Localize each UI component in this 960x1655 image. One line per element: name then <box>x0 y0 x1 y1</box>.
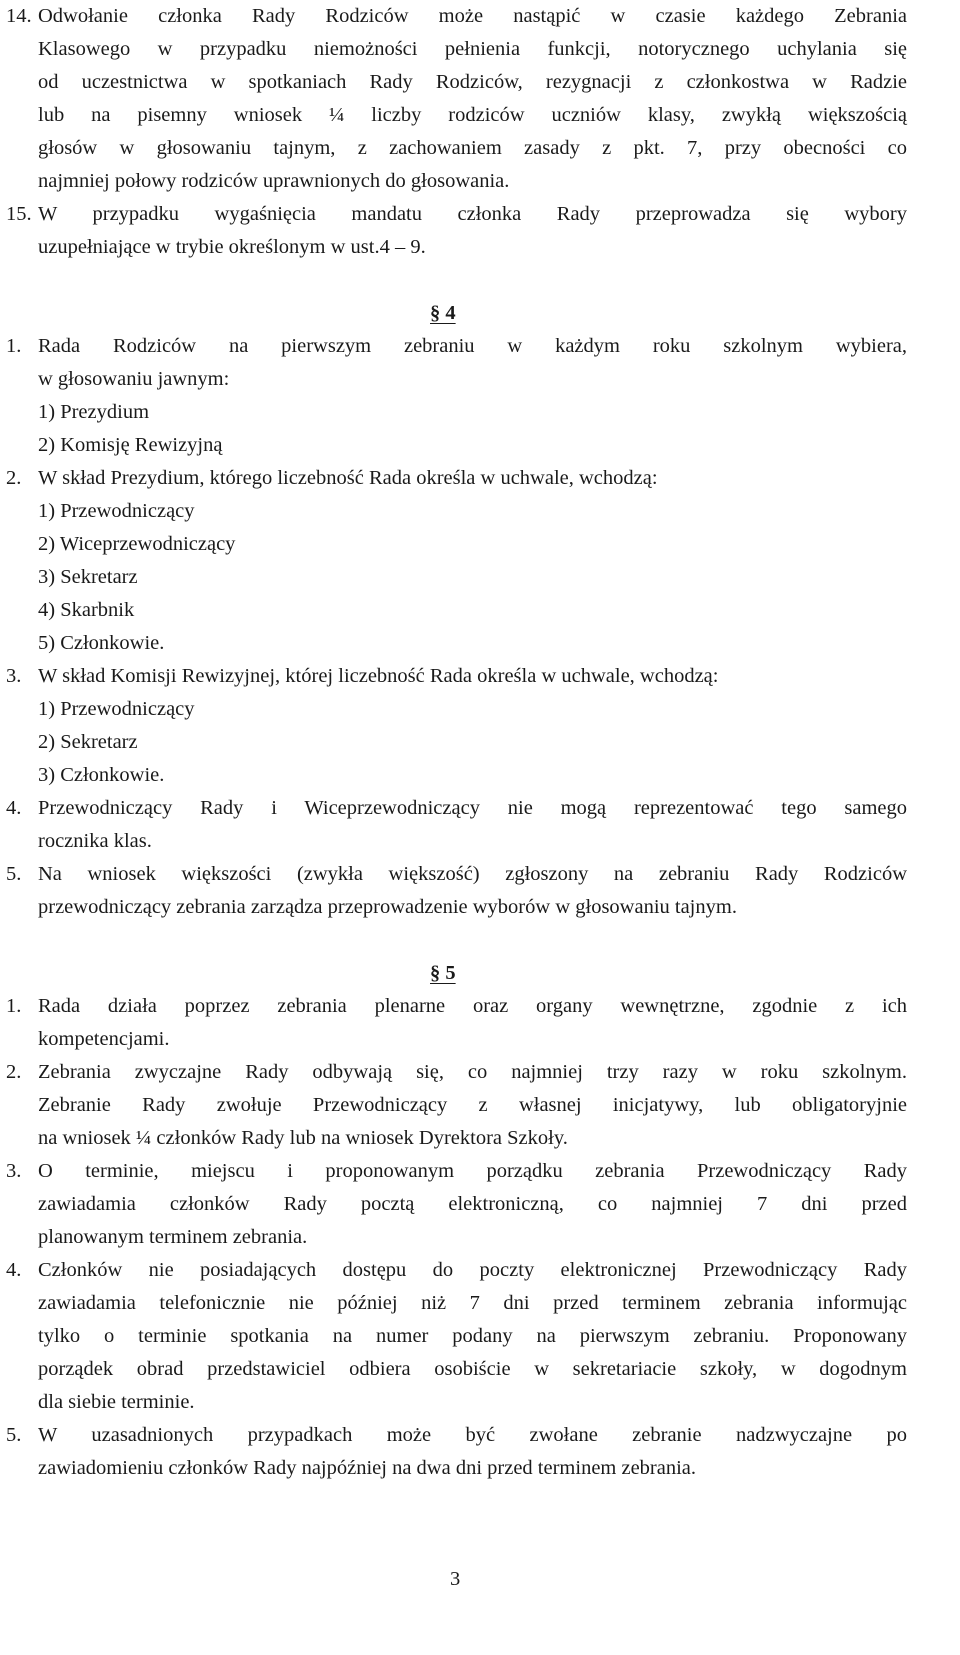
item-number: 1. <box>6 995 22 1017</box>
page-number: 3 <box>450 1568 461 1590</box>
paragraph-line: W skład Komisji Rewizyjnej, której liczebność Rada określa w uchwale, wchodzą: <box>38 665 719 687</box>
paragraph-line: w głosowaniu jawnym: <box>38 368 230 390</box>
paragraph-line: Na wniosek większości (zwykła większość) zgłoszony na zebraniu Rady Rodziców <box>38 863 907 885</box>
sub-list-item: 4) Skarbnik <box>38 599 135 621</box>
paragraph-line: rocznika klas. <box>38 830 152 852</box>
paragraph-line: planowanym terminem zebrania. <box>38 1226 308 1248</box>
paragraph-line: kompetencjami. <box>38 1028 170 1050</box>
sub-list-item: 2) Sekretarz <box>38 731 138 753</box>
paragraph-line: od uczestnictwa w spotkaniach Rady Rodziców, rezygnacji z członkostwa w Radzie <box>38 71 907 93</box>
paragraph-line: dla siebie terminie. <box>38 1391 195 1413</box>
paragraph-line: Przewodniczący Rady i Wiceprzewodniczący nie mogą reprezentować tego samego <box>38 797 907 819</box>
paragraph-line: Rada Rodziców na pierwszym zebraniu w każdym roku szkolnym wybiera, <box>38 335 907 357</box>
item-number: 5. <box>6 863 22 885</box>
paragraph-line: Odwołanie członka Rady Rodziców może nastąpić w czasie każdego Zebrania <box>38 5 907 27</box>
paragraph-line: zawiadamia telefonicznie nie później niż 7 dni przed terminem zebrania informując <box>38 1292 907 1314</box>
paragraph-line: tylko o terminie spotkania na numer podany na pierwszym zebraniu. Proponowany <box>38 1325 907 1347</box>
item-number: 3. <box>6 1160 22 1182</box>
paragraph-line: Zebrania zwyczajne Rady odbywają się, co najmniej trzy razy w roku szkolnym. <box>38 1061 907 1083</box>
paragraph-line: uzupełniające w trybie określonym w ust.4 – 9. <box>38 236 426 258</box>
sub-list-item: 1) Przewodniczący <box>38 698 195 720</box>
sub-list-item: 2) Komisję Rewizyjną <box>38 434 223 456</box>
item-number: 15. <box>6 203 32 225</box>
sub-list-item: 5) Członkowie. <box>38 632 165 654</box>
item-number: 1. <box>6 335 22 357</box>
paragraph-line: na wniosek ¼ członków Rady lub na wniosek Dyrektora Szkoły. <box>38 1127 568 1149</box>
sub-list-item: 2) Wiceprzewodniczący <box>38 533 236 555</box>
item-number: 14. <box>6 5 32 27</box>
paragraph-line: lub na pisemny wniosek ¼ liczby rodziców uczniów klasy, zwykłą większością <box>38 104 907 126</box>
paragraph-line: Rada działa poprzez zebrania plenarne oraz organy wewnętrzne, zgodnie z ich <box>38 995 907 1017</box>
paragraph-line: Zebranie Rady zwołuje Przewodniczący z własnej inicjatywy, lub obligatoryjnie <box>38 1094 907 1116</box>
paragraph-line: zawiadamia członków Rady pocztą elektroniczną, co najmniej 7 dni przed <box>38 1193 907 1215</box>
item-number: 4. <box>6 797 22 819</box>
sub-list-item: 1) Przewodniczący <box>38 500 195 522</box>
sub-list-item: 3) Członkowie. <box>38 764 165 786</box>
paragraph-line: Członków nie posiadających dostępu do poczty elektronicznej Przewodniczący Rady <box>38 1259 907 1281</box>
item-number: 4. <box>6 1259 22 1281</box>
paragraph-line: zawiadomieniu członków Rady najpóźniej na dwa dni przed terminem zebrania. <box>38 1457 697 1479</box>
item-number: 2. <box>6 1061 22 1083</box>
paragraph-line: O terminie, miejscu i proponowanym porządku zebrania Przewodniczący Rady <box>38 1160 907 1182</box>
item-number: 5. <box>6 1424 22 1446</box>
section-heading: § 5 <box>430 962 456 984</box>
paragraph-line: głosów w głosowaniu tajnym, z zachowaniem zasady z pkt. 7, przy obecności co <box>38 137 907 159</box>
item-number: 2. <box>6 467 22 489</box>
item-number: 3. <box>6 665 22 687</box>
paragraph-line: W skład Prezydium, którego liczebność Rada określa w uchwale, wchodzą: <box>38 467 658 489</box>
paragraph-line: porządek obrad przedstawiciel odbiera osobiście w sekretariacie szkoły, w dogodnym <box>38 1358 907 1380</box>
sub-list-item: 1) Prezydium <box>38 401 150 423</box>
section-heading: § 4 <box>430 302 456 324</box>
paragraph-line: W przypadku wygaśnięcia mandatu członka Rady przeprowadza się wybory <box>38 203 907 225</box>
sub-list-item: 3) Sekretarz <box>38 566 138 588</box>
paragraph-line: przewodniczący zebrania zarządza przeprowadzenie wyborów w głosowaniu tajnym. <box>38 896 737 918</box>
paragraph-line: W uzasadnionych przypadkach może być zwołane zebranie nadzwyczajne po <box>38 1424 907 1446</box>
paragraph-line: Klasowego w przypadku niemożności pełnienia funkcji, notorycznego uchylania się <box>38 38 907 60</box>
paragraph-line: najmniej połowy rodziców uprawnionych do głosowania. <box>38 170 510 192</box>
